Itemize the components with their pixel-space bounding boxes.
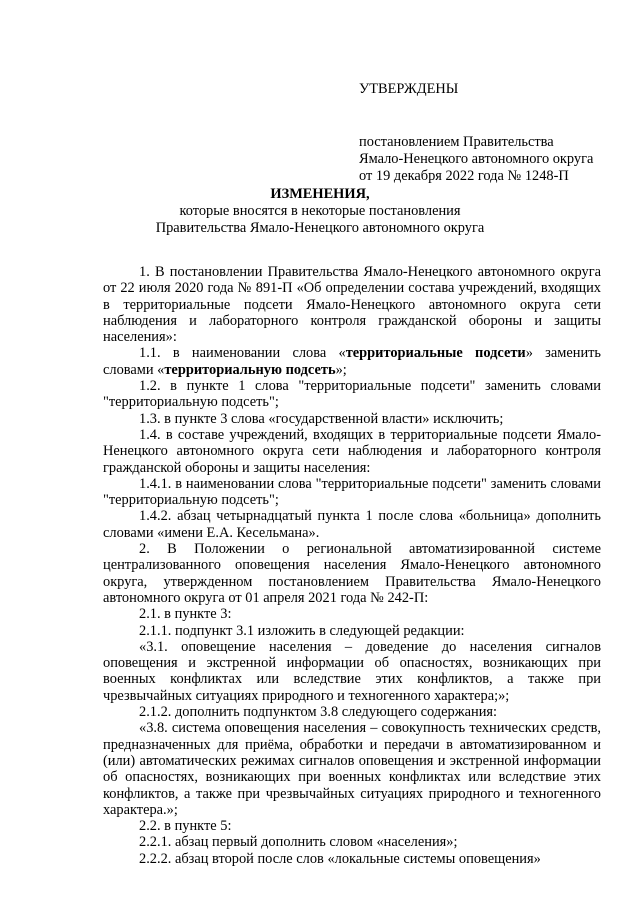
paragraph-text: 1.1. в наименовании слова «	[139, 345, 346, 362]
paragraph-2-2: 2.2. в пункте 5:	[139, 818, 232, 835]
paragraph-text: »;	[335, 361, 347, 378]
paragraph-2-1-2: 2.1.2. дополнить подпунктом 3.8 следующего содержания:	[139, 704, 498, 721]
approval-line: Ямало-Ненецкого автономного округа	[359, 151, 594, 167]
paragraph-1: 1. В постановлении Правительства Ямало-Ненецкого автономного округа от 22 июля 2020 года № 891-П «Об определении состава учреждений, входящих в территориальные подсети Ямало-Ненецкого автономного округа сети наблюдения и лабораторного контроля гражданской обороны и защиты населения»:	[103, 264, 601, 346]
document-body	[103, 264, 601, 867]
title-subtitle-line: которые вносятся в некоторые постановления	[179, 203, 461, 219]
paragraph-2-2-2: 2.2.2. абзац второй после слов «локальные системы оповещения»	[139, 850, 541, 867]
paragraph-2: 2. В Положении о региональной автоматизированной системе централизованного оповещения населения Ямало-Ненецкого автономного округа, утвержденном постановлением Правительства Ямало-Ненецкого автономного округа от 01 апреля 2021 года № 242-П:	[103, 541, 601, 606]
paragraph-1-3: 1.3. в пункте 3 слова «государственной власти» исключить;	[139, 410, 504, 427]
paragraph-1-1	[103, 345, 601, 378]
paragraph-3-8-text: «3.8. система оповещения населения – совокупность технических средств, предназначенных для приёма, обработки и передачи в автоматизированном и (или) автоматических режимах сигналов оповещения и экстренной информации об опасностях, возникающих при военных конфликтах или вследствие этих конфликтов, а также при чрезвычайных ситуациях природного и техногенного характера.»;	[103, 720, 601, 818]
approval-block	[359, 81, 593, 185]
paragraph-1-4: 1.4. в составе учреждений, входящих в территориальные подсети Ямало-Ненецкого автономного округа сети наблюдения и лабораторного контроля гражданской обороны и защиты населения:	[103, 426, 601, 476]
paragraph-text: » заменить словами «	[103, 345, 601, 378]
paragraph-3-1-text: «3.1. оповещение населения – доведение до населения сигналов оповещения и экстренной информации об опасностях, возникающих при военных конфликтах или вследствие этих конфликтов, а также при чрезвычайных ситуациях природного и техногенного характера;»;	[103, 638, 601, 704]
paragraph-1-4-1: 1.4.1. в наименовании слова "территориальные подсети" заменить словами "территориальную подсеть";	[103, 475, 601, 509]
approval-stamp: УТВЕРЖДЕНЫ	[359, 81, 459, 97]
document-title	[0, 186, 640, 237]
paragraph-1-2: 1.2. в пункте 1 слова "территориальные подсети" заменить словами "территориальную подсеть";	[103, 378, 601, 411]
paragraph-2-1: 2.1. в пункте 3:	[139, 606, 232, 623]
title-heading: ИЗМЕНЕНИЯ,	[270, 186, 370, 202]
approval-line: от 19 декабря 2022 года № 1248-П	[359, 168, 569, 184]
approval-line: постановлением Правительства	[359, 134, 554, 150]
paragraph-2-1-1: 2.1.1. подпункт 3.1 изложить в следующей редакции:	[139, 622, 465, 639]
paragraph-1-4-2: 1.4.2. абзац четырнадцатый пункта 1 после слова «больница» дополнить словами «имени Е.А. Кесельмана».	[103, 508, 601, 541]
title-subtitle-line: Правительства Ямало-Ненецкого автономного округа	[155, 220, 485, 236]
bold-term: территориальную подсеть	[164, 361, 336, 378]
paragraph-2-2-1: 2.2.1. абзац первый дополнить словом «населения»;	[139, 834, 458, 851]
bold-term: территориальные подсети	[345, 345, 526, 362]
